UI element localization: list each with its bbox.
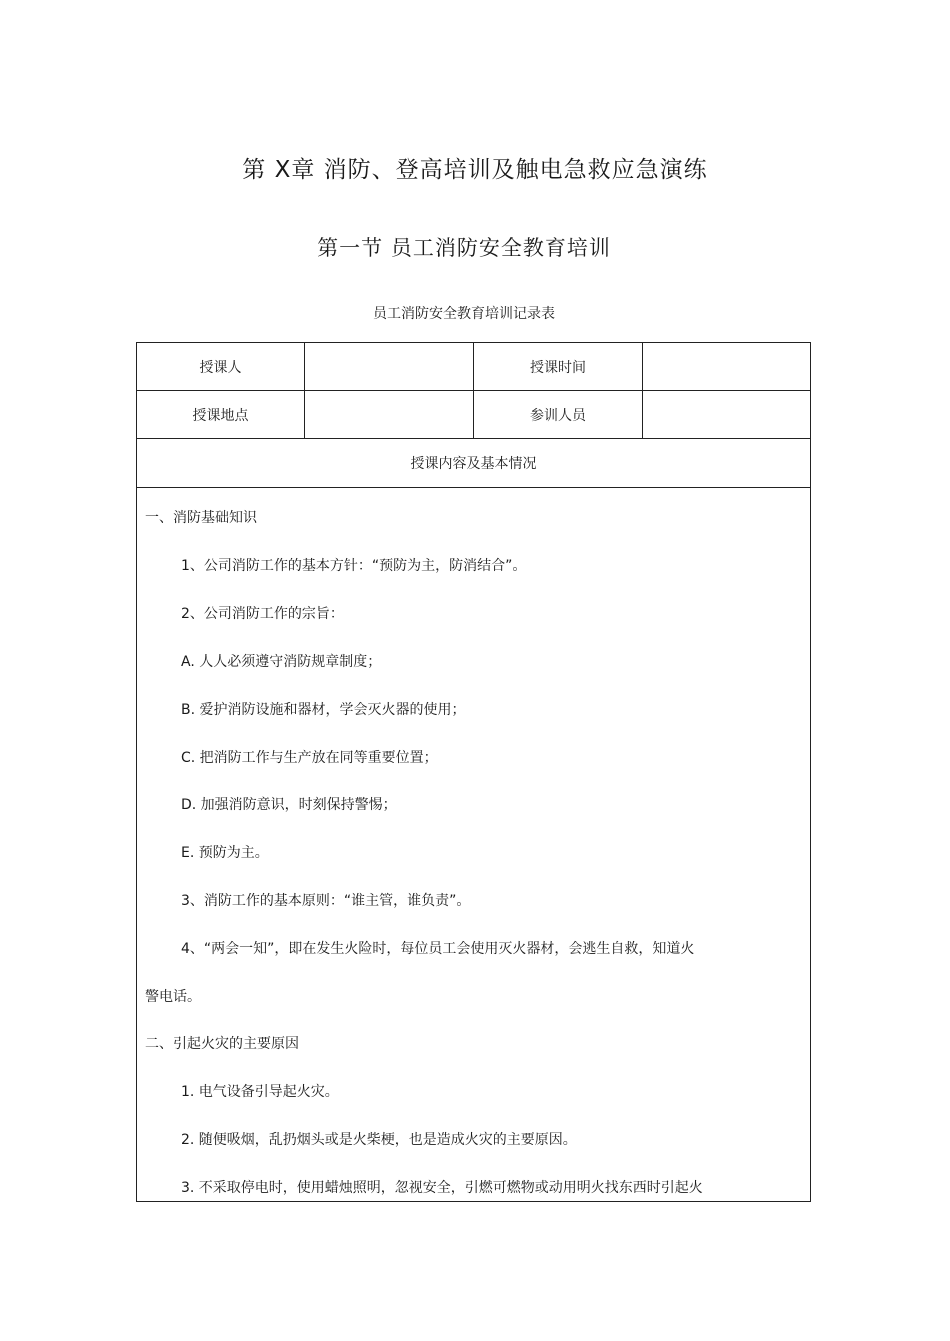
location-label: 授课地点 [137,391,305,438]
content-paragraph: 警电话。 [145,989,201,1005]
content-paragraph: 1. 电气设备引导起火灾。 [181,1084,339,1100]
content-paragraph: C. 把消防工作与生产放在同等重要位置； [181,750,438,766]
chapter-title: 第 X章 消防、登高培训及触电急救应急演练 [242,157,708,183]
content-paragraph: A. 人人必须遵守消防规章制度； [181,654,382,670]
content-paragraph: 3. 不采取停电时，使用蜡烛照明，忽视安全，引燃可燃物或动用明火找东西时引起火 [181,1180,703,1196]
location-value [305,391,474,438]
instructor-value [305,343,474,390]
training-time-value [643,343,810,390]
content-heading: 二、引起火灾的主要原因 [145,1036,299,1052]
section-title: 第一节 员工消防安全教育培训 [317,236,611,260]
content-paragraph: 2、公司消防工作的宗旨： [181,606,344,622]
content-paragraph: B. 爱护消防设施和器材，学会灭火器的使用； [181,702,466,718]
training-time-label: 授课时间 [474,343,643,390]
content-paragraph: E. 预防为主。 [181,845,269,861]
attendees-value [643,391,810,438]
attendees-label: 参训人员 [474,391,643,438]
content-header: 授课内容及基本情况 [410,456,537,472]
table-row [137,391,810,439]
content-paragraph: 1、公司消防工作的基本方针：“预防为主，防消结合”。 [181,558,527,574]
content-paragraph: 4、“两会一知”，即在发生火险时，每位员工会使用灭火器材，会逃生自救，知道火 [181,941,695,957]
content-paragraph: 2. 随便吸烟，乱扔烟头或是火柴梗，也是造成火灾的主要原因。 [181,1132,577,1148]
content-paragraph: 3、消防工作的基本原则：“谁主管，谁负责”。 [181,893,471,909]
table-caption: 员工消防安全教育培训记录表 [373,306,555,322]
content-paragraph: D. 加强消防意识，时刻保持警惕； [181,797,397,813]
instructor-label: 授课人 [137,343,305,390]
content-heading: 一、消防基础知识 [145,510,257,526]
training-record-table [136,342,811,1202]
table-row [137,343,810,391]
table-row [137,439,810,488]
